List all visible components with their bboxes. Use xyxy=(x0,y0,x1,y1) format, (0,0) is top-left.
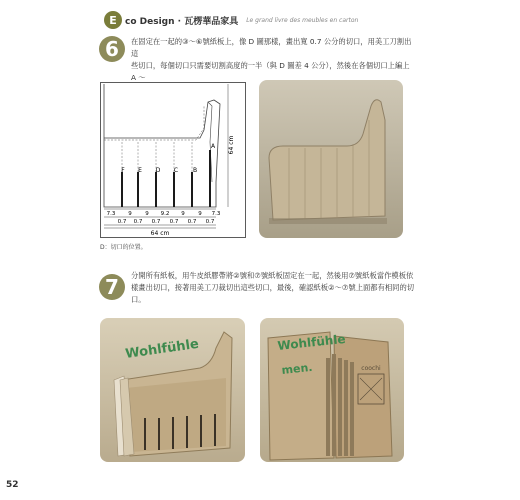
slot-width-1: 0.7 xyxy=(117,219,127,225)
box-print-text-2: men. xyxy=(280,360,314,377)
step-7-line-2: 樣畫出切口，接著用美工刀裁切出這些切口，最後，確認紙板②～⑦號上面都有相同的切 xyxy=(131,283,415,292)
slot-label-b: B xyxy=(192,167,198,174)
eco-design-logo: E xyxy=(104,11,122,29)
box-print-text-3: coochi xyxy=(361,365,381,372)
slot-label-e: E xyxy=(138,167,142,174)
step-7-line-3: 口。 xyxy=(131,295,146,304)
step-6-number: 6 xyxy=(99,36,125,62)
top-width-3: 9 xyxy=(145,211,149,217)
top-width-1: 7.3 xyxy=(106,211,116,217)
slot-label-c: C xyxy=(173,167,179,174)
cut-position-diagram xyxy=(100,82,246,238)
slot-label-a: A xyxy=(210,143,216,150)
step-7-text xyxy=(131,270,416,306)
slot-width-4: 0.7 xyxy=(169,219,179,225)
slot-width-5: 0.7 xyxy=(187,219,197,225)
slotted-boards-photo xyxy=(100,318,245,462)
slot-width-2: 0.7 xyxy=(133,219,143,225)
step-6-line-1: 在固定在一起的③～⑥號紙板上，像 D 圖那樣，畫出寬 0.7 公分的切口，用美工刀割出這 xyxy=(131,37,412,58)
top-width-7: 7.3 xyxy=(211,211,221,217)
slot-label-d: D xyxy=(155,167,161,174)
height-dimension: 64 cm xyxy=(228,135,235,155)
header-title: co Design · 瓦楞華品家具 xyxy=(125,16,239,27)
chair-side-photo xyxy=(259,80,403,238)
diagram-caption: D：切口的位置。 xyxy=(100,244,147,251)
slot-width-6: 0.7 xyxy=(205,219,215,225)
slot-label-f: F xyxy=(121,167,125,174)
box-print-text-1: Wohlfühle xyxy=(276,331,347,353)
step-6-line-2: 些切口，每個切口只需要切割高度的一半（與 D 圖差 4 公分），然後在各個切口上編上 A ～ xyxy=(131,61,410,82)
step-7-number: 7 xyxy=(99,274,125,300)
slot-width-3: 0.7 xyxy=(151,219,161,225)
top-width-2: 9 xyxy=(128,211,132,217)
step-7-line-1: 分開所有紙板，用牛皮紙膠帶將②號和⑦號紙板固定在一起，然後用⑦號紙板當作模板依 xyxy=(131,271,414,280)
stacked-boards-photo xyxy=(260,318,404,462)
top-width-4: 9.2 xyxy=(160,211,170,217)
width-dimension: 64 cm xyxy=(150,230,170,237)
header-subtitle: Le grand livre des meubles en carton xyxy=(246,16,359,24)
page-header xyxy=(104,11,358,29)
top-width-5: 9 xyxy=(181,211,185,217)
top-width-6: 9 xyxy=(198,211,202,217)
box-print-text: Wohlfühle xyxy=(124,336,200,362)
page-number: 52 xyxy=(6,480,19,490)
